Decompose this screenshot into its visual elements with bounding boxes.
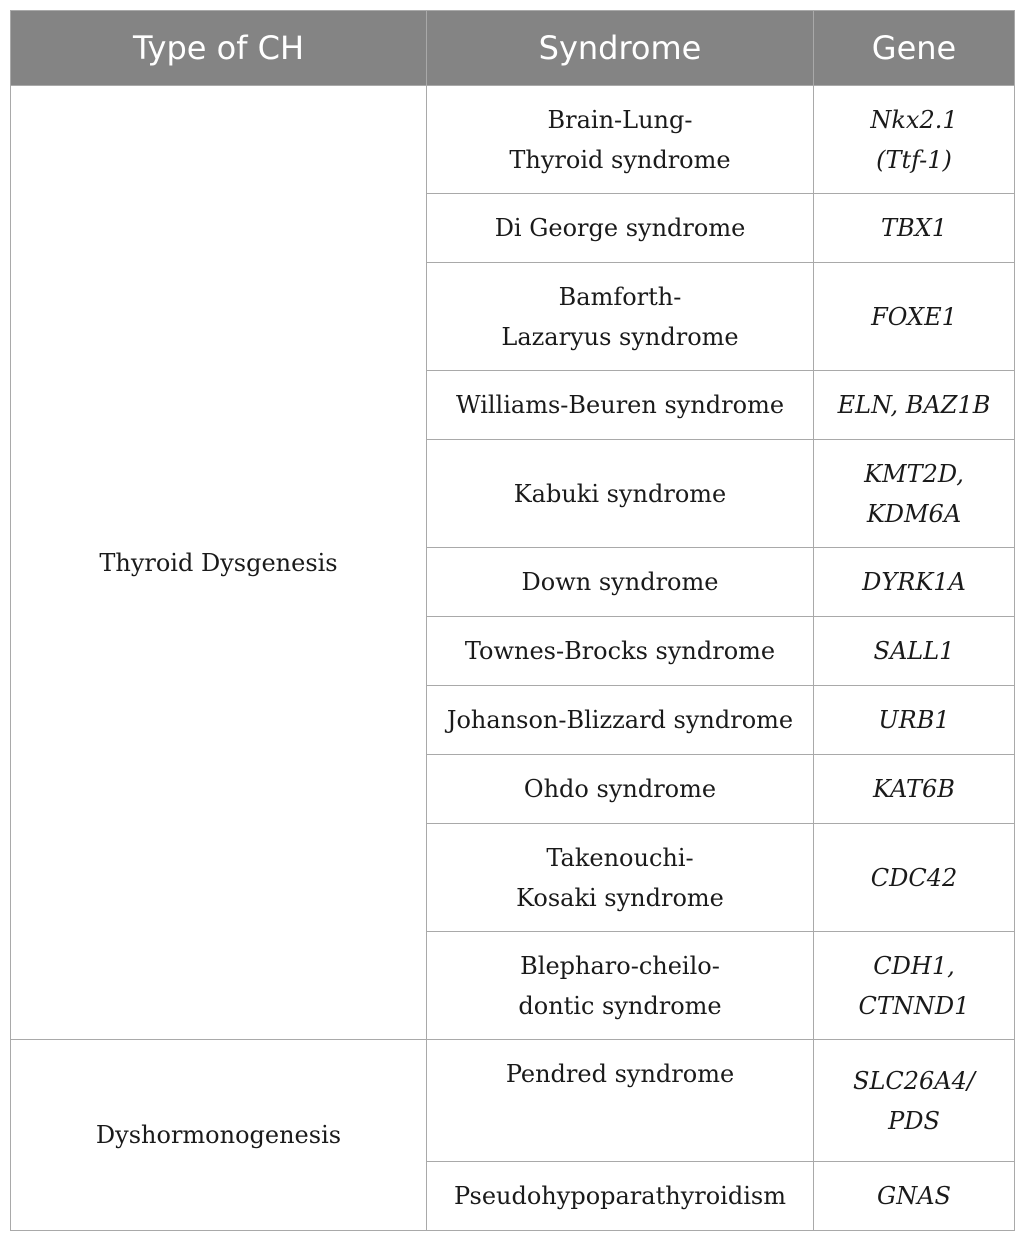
gene-text: TBX1 xyxy=(881,214,947,242)
gene-text: KAT6B xyxy=(873,775,955,803)
syndrome-text: Blepharo-cheilo- xyxy=(520,951,720,980)
syndrome-text: Pseudohypoparathyroidism xyxy=(454,1182,786,1210)
type-of-ch-cell xyxy=(11,86,427,1040)
gene-cell xyxy=(814,1040,1015,1162)
gene-text: ELN, BAZ1B xyxy=(837,391,991,419)
syndrome-text: Kosaki syndrome xyxy=(516,883,724,912)
syndrome-text: Thyroid syndrome xyxy=(509,145,731,174)
syndrome-text: Down syndrome xyxy=(521,568,719,596)
gene-cell xyxy=(814,86,1015,194)
syndrome-cell xyxy=(427,932,814,1040)
gene-text: CTNND1 xyxy=(858,991,970,1020)
gene-cell xyxy=(814,263,1015,371)
syndrome-text: Johanson-Blizzard syndrome xyxy=(446,706,794,734)
gene-text: KMT2D, xyxy=(864,459,964,488)
syndrome-text: Williams-Beuren syndrome xyxy=(455,391,785,419)
gene-text: PDS xyxy=(888,1106,940,1135)
gene-text: DYRK1A xyxy=(862,568,966,596)
syndrome-cell xyxy=(427,440,814,548)
gene-text: FOXE1 xyxy=(871,302,957,331)
syndrome-text: Di George syndrome xyxy=(494,214,746,242)
gene-text: URB1 xyxy=(878,706,950,734)
syndrome-cell xyxy=(427,1040,814,1162)
gene-cell xyxy=(814,824,1015,932)
gene-cell xyxy=(814,617,1015,686)
gene-text: CDC42 xyxy=(870,863,958,892)
syndrome-text: dontic syndrome xyxy=(518,991,722,1020)
header-syndrome: Syndrome xyxy=(427,11,814,86)
gene-cell xyxy=(814,548,1015,617)
gene-cell xyxy=(814,755,1015,824)
syndrome-text: Townes-Brocks syndrome xyxy=(464,637,776,665)
type-of-ch-label: Thyroid Dysgenesis xyxy=(99,548,338,577)
type-of-ch-cell xyxy=(11,1040,427,1231)
type-of-ch-label: Dyshormonogenesis xyxy=(95,1121,342,1149)
header-type-of-ch: Type of CH xyxy=(11,11,427,86)
syndrome-cell xyxy=(427,194,814,263)
syndrome-text: Lazaryus syndrome xyxy=(501,322,739,351)
syndrome-cell xyxy=(427,686,814,755)
table-row xyxy=(11,86,1015,194)
gene-cell xyxy=(814,1162,1015,1231)
gene-cell xyxy=(814,932,1015,1040)
gene-text: SLC26A4/ xyxy=(853,1066,975,1095)
gene-text: Nkx2.1 xyxy=(870,105,958,134)
gene-text: KDM6A xyxy=(866,499,962,528)
syndrome-cell xyxy=(427,1162,814,1231)
syndrome-cell xyxy=(427,755,814,824)
header-row xyxy=(11,11,1015,86)
congenital-hypothyroidism-table xyxy=(10,10,1015,1231)
table-row xyxy=(11,1040,1015,1162)
syndrome-cell xyxy=(427,824,814,932)
syndrome-cell xyxy=(427,548,814,617)
syndrome-cell xyxy=(427,617,814,686)
gene-text: GNAS xyxy=(877,1182,951,1210)
table-body xyxy=(11,86,1015,1231)
gene-text: SALL1 xyxy=(873,637,955,665)
gene-cell xyxy=(814,440,1015,548)
syndrome-text: Pendred syndrome xyxy=(505,1060,735,1088)
syndrome-cell xyxy=(427,263,814,371)
syndrome-text: Takenouchi- xyxy=(546,843,694,872)
gene-cell xyxy=(814,686,1015,755)
syndrome-cell xyxy=(427,371,814,440)
syndrome-text: Brain-Lung- xyxy=(547,105,693,134)
gene-text: (Ttf-1) xyxy=(876,145,952,174)
header-gene: Gene xyxy=(814,11,1015,86)
syndrome-text: Kabuki syndrome xyxy=(513,479,727,508)
gene-cell xyxy=(814,371,1015,440)
gene-cell xyxy=(814,194,1015,263)
syndrome-cell xyxy=(427,86,814,194)
gene-text: CDH1, xyxy=(873,951,955,980)
syndrome-text: Bamforth- xyxy=(558,282,682,311)
syndrome-text: Ohdo syndrome xyxy=(523,775,717,803)
